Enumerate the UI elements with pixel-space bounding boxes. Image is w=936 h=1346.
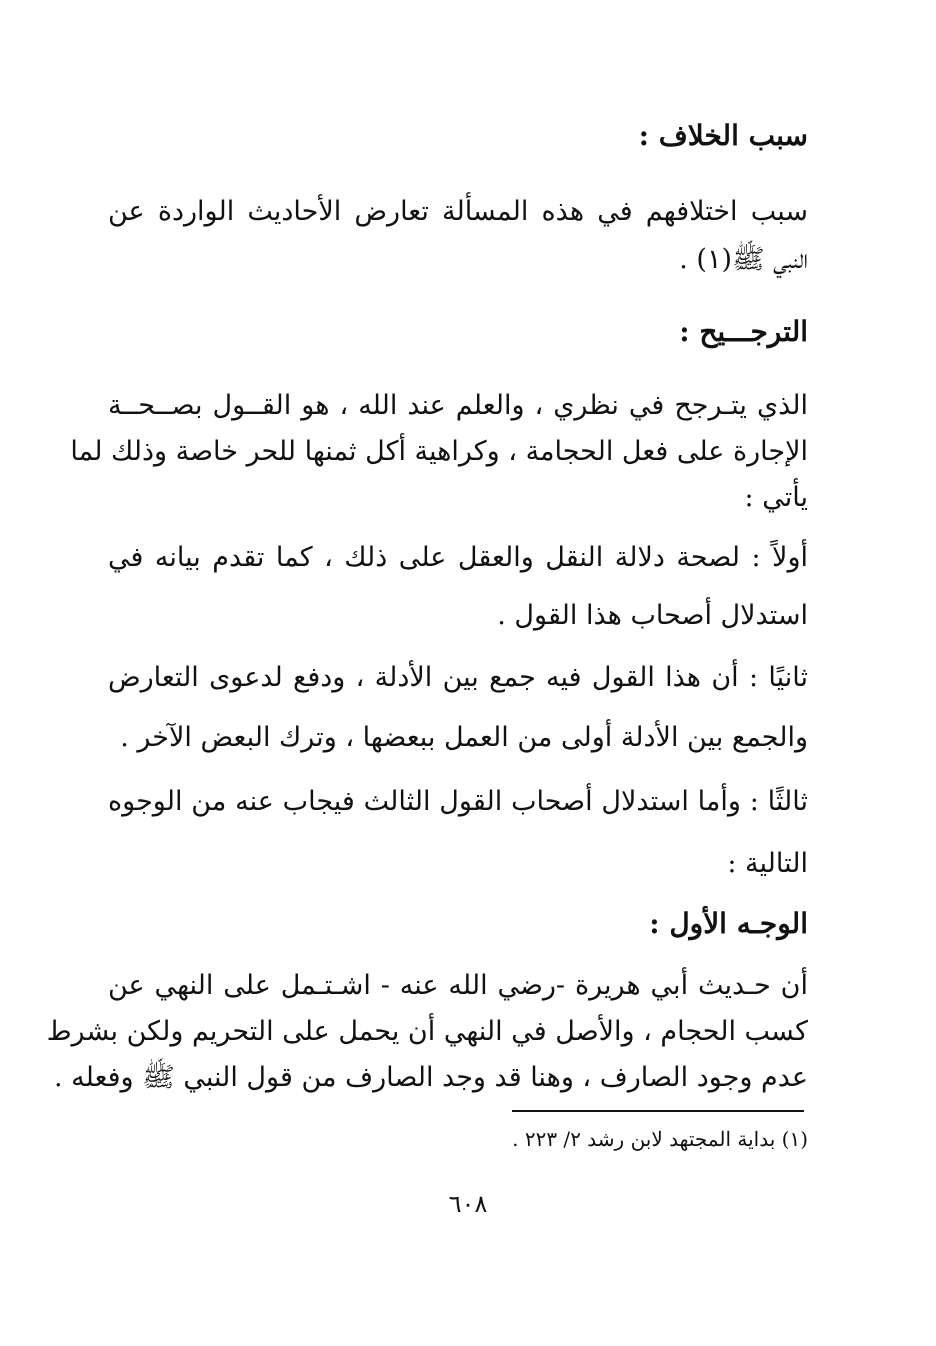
paragraph-line: ثانيًا : أن هذا القول فيه جمع بين الأدلة ، ودفع لدعوى التعارض xyxy=(108,662,808,693)
paragraph-line: الإجارة على فعل الحجامة ، وكراهية أكل ثمنها للحر خاصة وذلك لما xyxy=(70,436,808,467)
footnote-separator xyxy=(512,1110,804,1112)
paragraph-line: يأتي : xyxy=(744,482,808,513)
paragraph-line: ثالثًا : وأما استدلال أصحاب القول الثالث فيجاب عنه من الوجوه xyxy=(108,786,808,817)
paragraph-line: النبي ﷺ(١) . xyxy=(679,244,808,275)
section-heading-tarjih: الترجـــيح : xyxy=(679,315,808,348)
paragraph-line: عدم وجود الصارف ، وهنا قد وجد الصارف من قول النبي ﷺ وفعله . xyxy=(53,1062,808,1093)
paragraph-line: أولاً : لصحة دلالة النقل والعقل على ذلك ، كما تقدم بيانه في xyxy=(108,542,808,573)
section-heading-khilaf: سبب الخلاف : xyxy=(638,119,808,152)
footnote: (١) بداية المجتهد لابن رشد ٢/ ٢٢٣ . xyxy=(512,1127,808,1151)
page-number: ٦٠٨ xyxy=(448,1190,488,1218)
paragraph-line: الذي يتـرجح في نظري ، والعلم عند الله ، هو القــول بصــحــة xyxy=(108,390,808,421)
paragraph-line: التالية : xyxy=(727,848,808,879)
paragraph-line: أن حـديث أبي هريرة -رضي الله عنه - اشـتـمل على النهي عن xyxy=(108,970,808,1001)
paragraph-line: سبب اختلافهم في هذه المسألة تعارض الأحاديث الواردة عن xyxy=(108,196,808,227)
paragraph-line: والجمع بين الأدلة أولى من العمل ببعضها ، وترك البعض الآخر . xyxy=(120,722,808,753)
paragraph-line: كسب الحجام ، والأصل في النهي أن يحمل على التحريم ولكن بشرط xyxy=(46,1016,808,1047)
paragraph-line: استدلال أصحاب هذا القول . xyxy=(497,600,808,631)
section-heading-wajh: الوجـه الأول : xyxy=(649,907,808,940)
